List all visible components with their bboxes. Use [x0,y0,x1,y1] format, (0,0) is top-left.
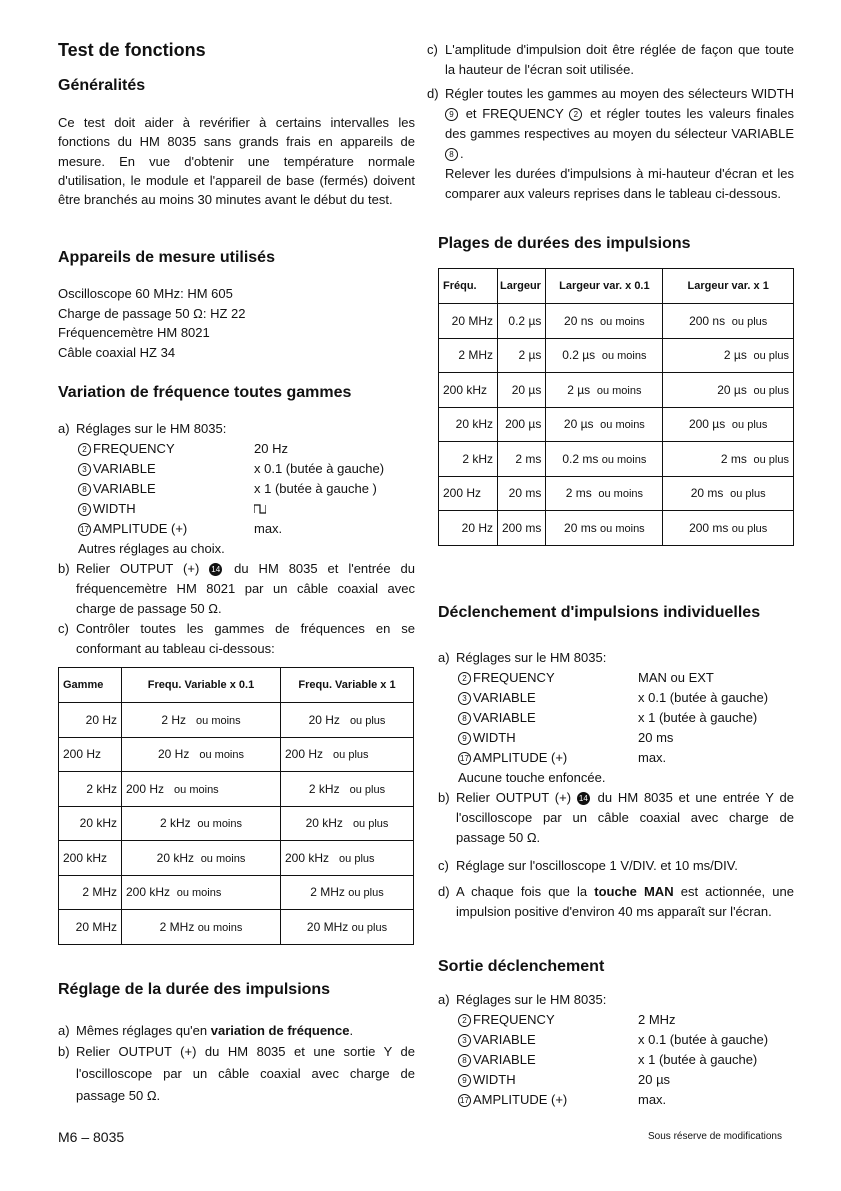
circled-number-icon: 17 [78,523,91,536]
circled-number-icon: 9 [458,732,471,745]
step-d: d) Régler toutes les gammes au moyen des sélecteurs WIDTH 9 et FREQUENCY 2 et régler toutes les valeurs finales des gammes respectives au moyen du sélecteur VARIABLE 8 . Relever les durées d'impulsions à mi-hauteur d'écran et les comparer aux valeurs reprises dans le tableau ci-dessous. [427,86,794,201]
circled-number-icon: 8 [458,712,471,725]
circled-number-icon: 2 [569,108,582,121]
setting-row: 8 VARIABLE x 1 (butée à gauche ) [58,479,415,499]
setting-row: 9 WIDTH [58,499,415,519]
circled-number-icon: 9 [445,108,458,121]
pulse-waveform-icon [254,504,266,514]
step-a: a) Réglages sur le HM 8035: [58,421,227,436]
section-heading-reglage: Réglage de la durée des impulsions [58,981,331,998]
step-a: a) Réglages sur le HM 8035: [438,992,607,1007]
circled-number-icon: 3 [458,1034,471,1047]
table-row: 20 kHz 2 kHz ou moins 20 kHz ou plus [59,806,414,841]
setting-row: 8 VARIABLE x 1 (butée à gauche) [438,1050,794,1070]
pulse-width-table [438,268,794,546]
circled-number-icon: 3 [458,692,471,705]
section-heading-sortie: Sortie déclenchement [438,958,605,975]
declenchement-steps [438,648,794,922]
step-c: c) Réglage sur l'oscilloscope 1 V/DIV. et 10 ms/DIV. [438,858,738,873]
setting-row: 17 AMPLITUDE (+) max. [438,1090,794,1110]
aucune-touche: Aucune touche enfoncée. [458,770,606,785]
circled-number-icon: 2 [458,1014,471,1027]
appareil-line: Charge de passage 50 Ω: HZ 22 [58,305,246,321]
section-heading-variation: Variation de fréquence toutes gammes [58,384,352,401]
circled-number-icon: 8 [458,1054,471,1067]
setting-row: 3 VARIABLE x 0.1 (butée à gauche) [438,1030,794,1050]
step-c: c) L'amplitude d'impulsion doit être réglée de façon que toute la hauteur de l'écran soit utilisée. [427,42,794,77]
step-d: d) A chaque fois que la touche MAN est actionnée, une impulsion positive d'environ 40 ms apparaît sur l'écran. [438,884,794,919]
table-row: 2 kHz 200 Hz ou moins 2 kHz ou plus [59,772,414,807]
table-row: 20 MHz 2 MHz ou moins 20 MHz ou plus [59,910,414,945]
setting-row: 2 FREQUENCY MAN ou EXT [438,668,794,688]
right-intro-steps [427,40,794,204]
circled-number-icon: 14 [209,563,222,576]
table-row: 2 MHz 2 µs 0.2 µs ou moins 2 µs ou plus [439,338,794,373]
circled-number-icon: 8 [78,483,91,496]
circled-number-icon: 2 [458,672,471,685]
table-row: 20 MHz 0.2 µs 20 ns ou moins 200 ns ou plus [439,304,794,339]
generalites-text: Ce test doit aider à revérifier à certains intervalles les fonctions du HM 8035 sans grands frais en appareils de mesure. En vue d'obtenir une température normale d'utilisation, le module et l'appareil de base (fermés) doivent être branchés au moins 30 minutes avant le début du test. [58,115,415,208]
table-row: 2 kHz 2 ms 0.2 ms ou moins 2 ms ou plus [439,442,794,477]
table-row: 200 Hz 20 Hz ou moins 200 Hz ou plus [59,737,414,772]
autres-reglages: Autres réglages au choix. [78,541,225,556]
circled-number-icon: 3 [78,463,91,476]
section-heading-appareils: Appareils de mesure utilisés [58,249,275,266]
circled-number-icon: 9 [78,503,91,516]
setting-row: 2 FREQUENCY 2 MHz [438,1010,794,1030]
table-row: 20 kHz 200 µs 20 µs ou moins 200 µs ou plus [439,407,794,442]
setting-row: 9 WIDTH 20 ms [438,728,794,748]
appareils-list [58,284,415,362]
page-footer-number: M6 – 8035 [58,1129,125,1145]
setting-row: 3 VARIABLE x 0.1 (butée à gauche) [58,459,415,479]
circled-number-icon: 2 [78,443,91,456]
section-heading-plages: Plages de durées des impulsions [438,235,691,252]
table-row: 20 Hz 2 Hz ou moins 20 Hz ou plus [59,703,414,738]
step-c: c) Contrôler toutes les gammes de fréquences en se conformant au tableau ci-dessous: [58,621,415,656]
variation-steps [58,419,415,659]
setting-row: 9 WIDTH 20 µs [438,1070,794,1090]
setting-row: 3 VARIABLE x 0.1 (butée à gauche) [438,688,794,708]
frequency-range-table [58,667,414,945]
circled-number-icon: 17 [458,1094,471,1107]
setting-row: 17 AMPLITUDE (+) max. [438,748,794,768]
section-heading-declenchement: Déclenchement d'impulsions individuelles [438,604,761,621]
setting-row: 17 AMPLITUDE (+) max. [58,519,415,539]
table-row: 200 Hz 20 ms 2 ms ou moins 20 ms ou plus [439,476,794,511]
table-row: 200 kHz 20 kHz ou moins 200 kHz ou plus [59,841,414,876]
page-title: Test de fonctions [58,40,206,60]
page-footer-note: Sous réserve de modifications [648,1131,782,1142]
circled-number-icon: 14 [577,792,590,805]
circled-number-icon: 9 [458,1074,471,1087]
appareil-line: Oscilloscope 60 MHz: HM 605 [58,286,233,301]
step-a: a) Réglages sur le HM 8035: [438,650,607,665]
step-a: a) Mêmes réglages qu'en variation de fréquence. [58,1023,354,1038]
sortie-steps [438,990,794,1110]
table-row: 200 kHz 20 µs 2 µs ou moins 20 µs ou plus [439,373,794,408]
appareil-line: Fréquencemètre HM 8021 [58,325,210,340]
reglage-steps [58,1021,415,1107]
step-b: b) Relier OUTPUT (+) du HM 8035 et une sortie Y de l'oscilloscope par un câble coaxial avec charge de passage 50 Ω. [58,1044,415,1103]
table-header-row: Fréqu. Largeur Largeur var. x 0.1 Largeur var. x 1 [439,269,794,304]
appareil-line: Câble coaxial HZ 34 [58,344,176,360]
table-row: 20 Hz 200 ms 20 ms ou moins 200 ms ou plus [439,511,794,546]
section-heading-generalites: Généralités [58,77,146,94]
circled-number-icon: 17 [458,752,471,765]
setting-row: 8 VARIABLE x 1 (butée à gauche) [438,708,794,728]
setting-row: 2 FREQUENCY 20 Hz [58,439,415,459]
step-b: b) Relier OUTPUT (+) 14 du HM 8035 et l'entrée du fréquencemètre HM 8021 par un câble coaxial avec charge de passage 50 Ω. [58,561,415,616]
table-header-row: Gamme Frequ. Variable x 0.1 Frequ. Variable x 1 [59,668,414,703]
circled-number-icon: 8 [445,148,458,161]
step-b: b) Relier OUTPUT (+) 14 du HM 8035 et une entrée Y de l'oscilloscope par un câble coaxial avec charge de passage 50 Ω. [438,790,794,845]
table-row: 2 MHz 200 kHz ou moins 2 MHz ou plus [59,875,414,910]
